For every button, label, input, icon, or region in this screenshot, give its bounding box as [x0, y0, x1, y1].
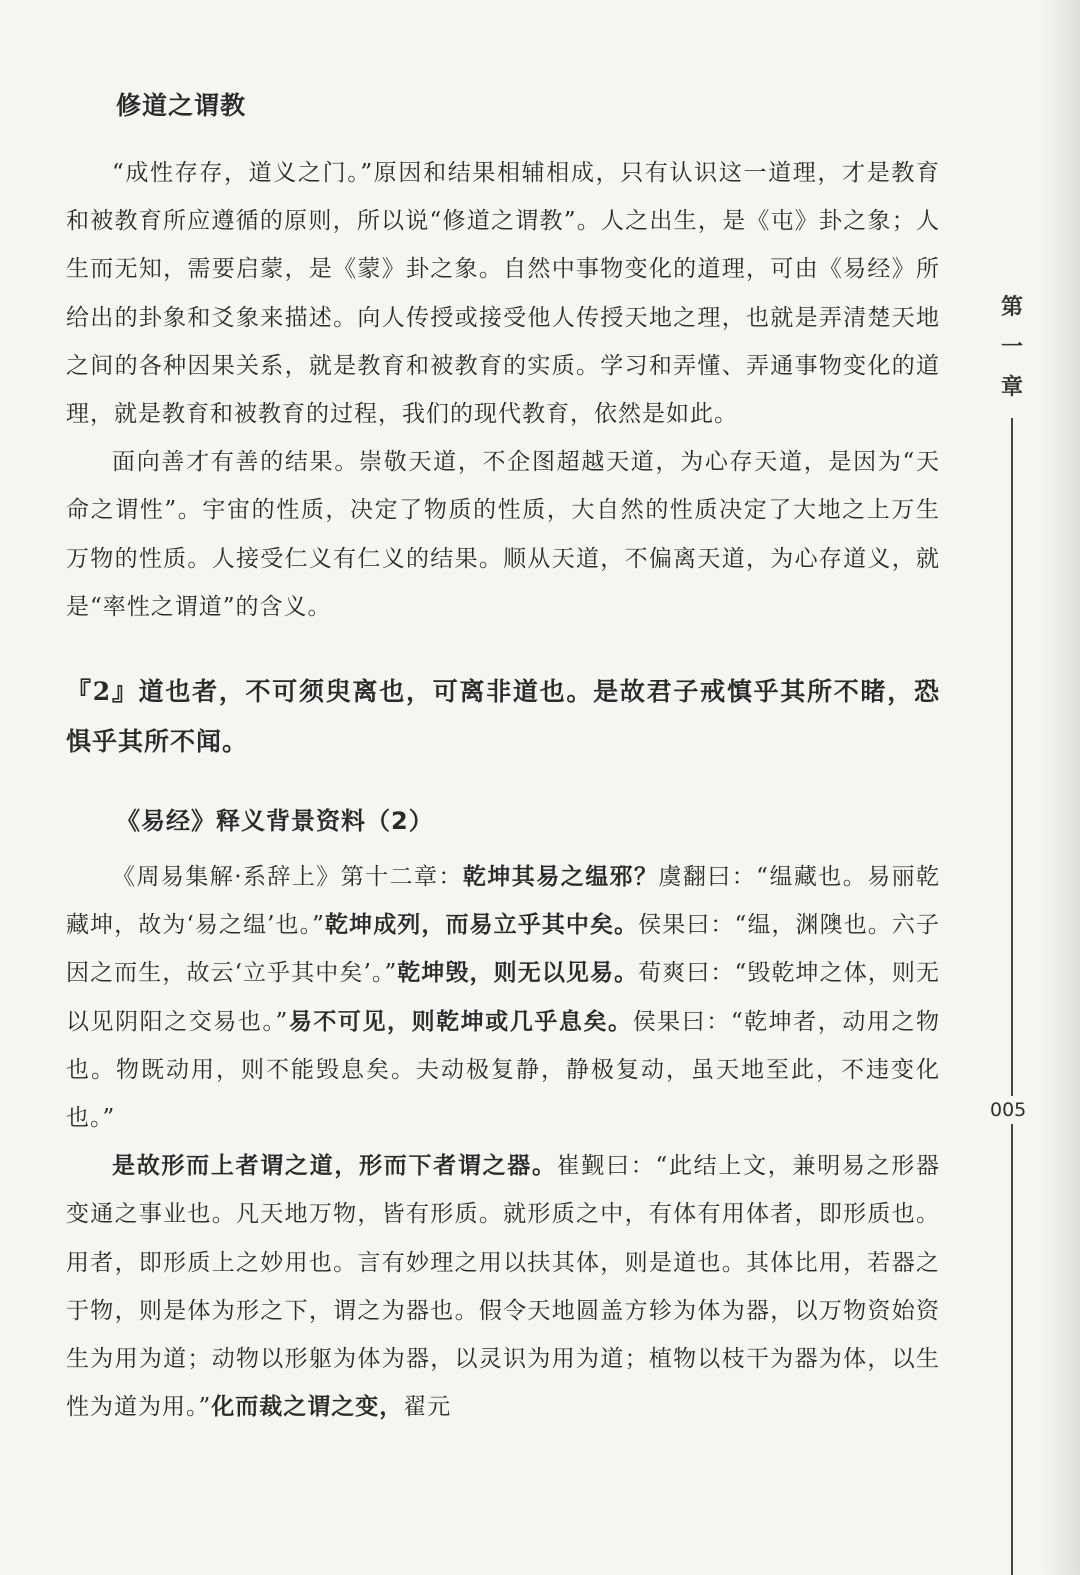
para4-bold-segment: 是故形而上者谓之道，形而下者谓之器。	[112, 1152, 557, 1180]
para3-segment: 《周易集解·系辞上》第十二章：	[112, 864, 463, 891]
paragraph-4	[66, 1142, 940, 1431]
paragraph-1: “成性存存，道义之门。”原因和结果相辅相成，只有认识这一道理，才是教育和被教育所应遵循的原则，所以说“修道之谓教”。人之出生，是《屯》卦之象；人生而无知，需要启蒙，是《蒙》卦之象。自然中事物变化的道理，可由《易经》所给出的卦象和爻象来描述。向人传授或接受他人传授天地之理，也就是弄清楚天地之间的各种因果关系，就是教育和被教育的实质。学习和弄懂、弄通事物变化的道理，就是教育和被教育的过程，我们的现代教育，依然是如此。	[66, 160, 940, 428]
chapter-marker	[996, 288, 1028, 408]
para4-segment: 崔觐曰：“此结上文，兼明易之形器变通之事业也。凡天地万物，皆有形质。就形质之中，有体有用体者，即形质也。用者，即形质上之妙用也。言有妙理之用以扶其体，则是道也。其体比用，若器之于物，则是体为形之下，谓之为器也。假令天地圆盖方轸为体为器，以万物资始资生为用为道；动物以形躯为体为器，以灵识为用为道；植物以枝干为器为体，以生性为道为用。”	[66, 1153, 941, 1421]
para3-segment: 虞翻曰：“缊藏也。易丽乾藏坤，故为‘易之缊’也。”	[66, 864, 941, 939]
chapter-char: 一	[1000, 335, 1023, 360]
para3-segment: 侯果曰：“缊，渊隩也。六子因之而生，故云‘立乎其中矣’。”	[66, 912, 940, 987]
section-heading-2: 《易经》释义背景资料（2）	[116, 807, 434, 836]
section-heading-1: 修道之谓教	[116, 91, 247, 120]
quote-text: 道也者，不可须臾离也，可离非道也。是故君子戒慎乎其所不睹，恐惧乎其所不闻。	[66, 677, 940, 757]
para3-segment: 荀爽曰：“毁乾坤之体，则无以见阴阳之交易也。”	[66, 960, 940, 1035]
para4-segment: 翟元	[403, 1394, 452, 1421]
para3-bold-segment: 乾坤毁，则无以见易。	[397, 959, 639, 987]
chapter-char: 章	[1000, 375, 1023, 400]
classic-quote	[66, 667, 940, 767]
page-edge-shadow	[1040, 0, 1080, 1575]
para4-bold-segment: 化而裁之谓之变，	[211, 1393, 404, 1421]
page-number: 005	[988, 1096, 1028, 1124]
paragraph-2: 面向善才有善的结果。崇敬天道，不企图超越天道，为心存天道，是因为“天命之谓性”。宇宙的性质，决定了物质的性质，大自然的性质决定了大地之上万生万物的性质。人接受仁义有仁义的结果。顺从天道，不偏离天道，为心存道义，就是“率性之谓道”的含义。	[66, 449, 940, 620]
quote-number: 『2』	[66, 677, 139, 707]
paragraph-3	[66, 853, 940, 1142]
chapter-char: 第	[1000, 295, 1023, 320]
para3-bold-segment: 乾坤成列，而易立乎其中矣。	[324, 911, 639, 939]
margin-rule	[1011, 418, 1013, 1575]
page-content	[66, 78, 940, 1431]
para3-segment: 侯果曰：“乾坤者，动用之物也。物既动用，则不能毁息矣。夫动极复静，静极复动，虽天地至此，不违变化也。”	[66, 1008, 941, 1132]
para3-bold-segment: 易不可见，则乾坤或几乎息矣。	[288, 1007, 633, 1035]
para3-bold-segment: 乾坤其易之缊邪？	[462, 863, 659, 891]
